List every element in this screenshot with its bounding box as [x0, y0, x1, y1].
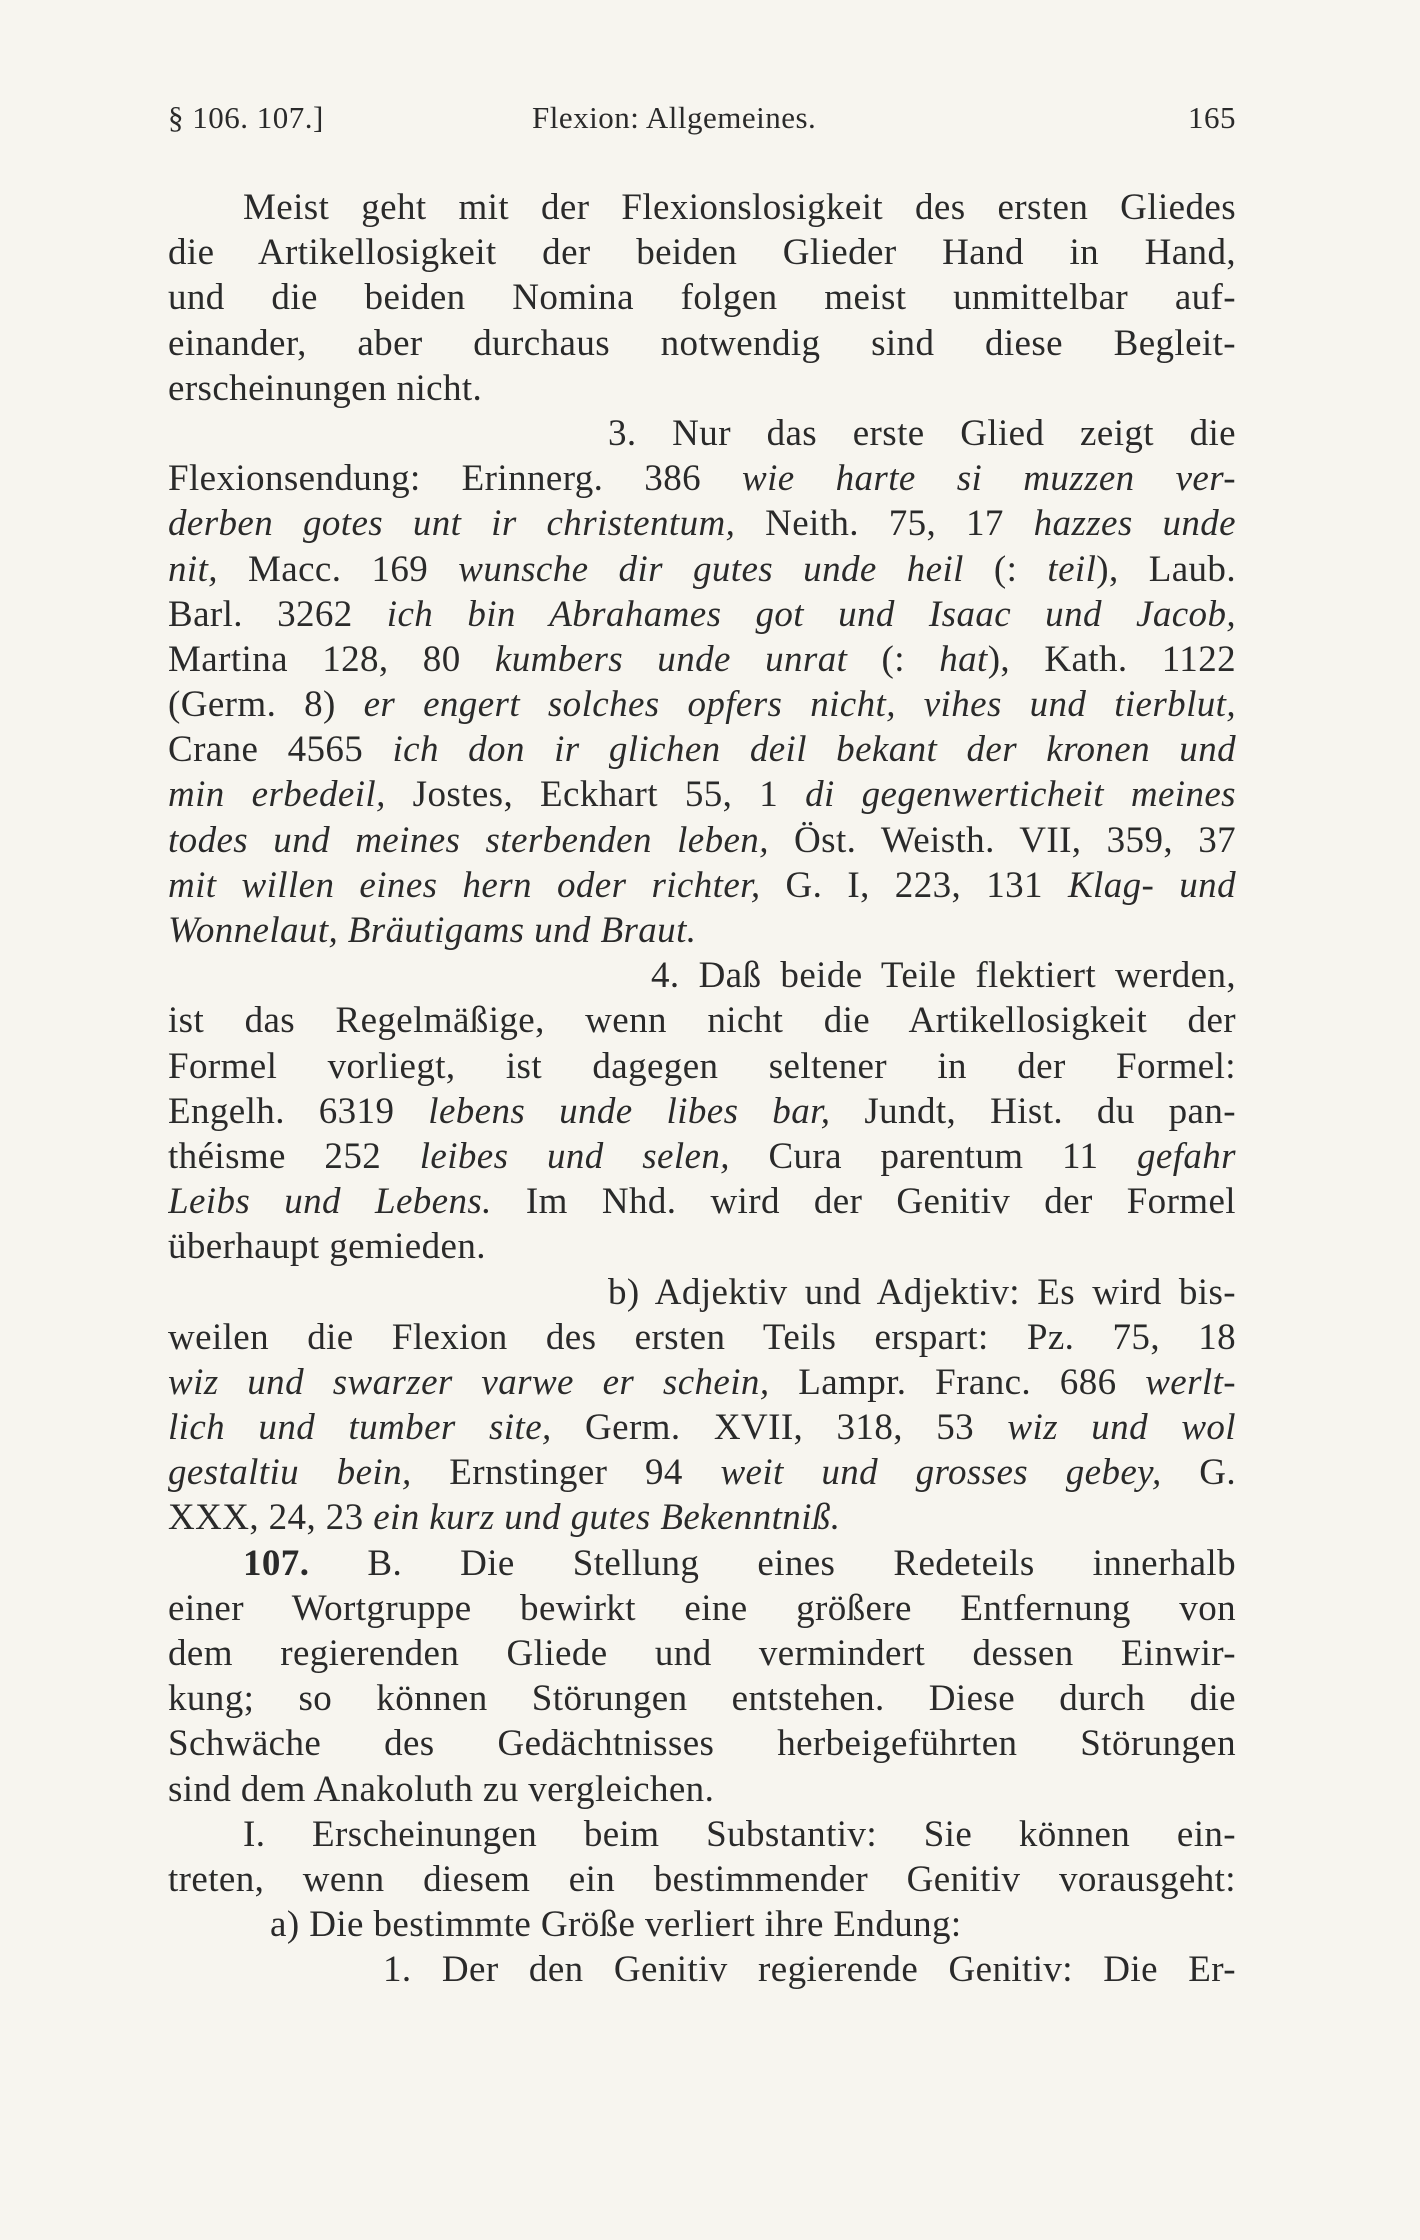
text-span: und die beiden Nomina folgen meist unmittelbar auf- — [168, 277, 1236, 319]
italic-citation: leibes und selen, — [419, 1135, 730, 1177]
italic-citation: hazzes unde — [1033, 503, 1236, 545]
italic-citation: Wonnelaut, Bräutigams und Braut. — [168, 910, 697, 951]
text-line — [168, 1902, 1236, 1947]
text-line — [168, 230, 1236, 275]
header-title: Flexion: Allgemeines. — [532, 100, 817, 135]
text-span: (: — [847, 638, 940, 680]
text-line — [168, 1134, 1236, 1179]
text-span: XXX, 24, 23 — [168, 1497, 374, 1539]
text-line — [168, 321, 1236, 366]
page-number: 165 — [1188, 100, 1236, 135]
text-line — [168, 772, 1236, 817]
italic-citation: wunsche dir gutes unde heil — [458, 548, 964, 590]
text-span: Schwäche des Gedächtnisses herbeigeführten Störungen — [168, 1723, 1236, 1765]
text-line — [168, 1089, 1236, 1134]
text-span: sind dem Anakoluth zu vergleichen. — [168, 1768, 715, 1810]
text-line — [168, 727, 1236, 772]
text-line — [168, 592, 1236, 637]
body-text — [168, 185, 1236, 1993]
text-span: Jundt, Hist. du pan- — [830, 1090, 1236, 1132]
italic-citation: wiz und swarzer varwe er schein, — [168, 1361, 770, 1403]
italic-citation: wie harte si muzzen ver- — [742, 458, 1236, 500]
text-line — [168, 863, 1236, 908]
text-span: 1. Der den Genitiv regierende Genitiv: Die Er- — [383, 1949, 1236, 1991]
italic-citation: lebens unde libes bar, — [428, 1090, 831, 1132]
text-line — [168, 456, 1236, 501]
text-line — [168, 275, 1236, 320]
text-span: Macc. 169 — [217, 548, 459, 590]
italic-citation: werlt- — [1145, 1361, 1236, 1403]
text-line — [168, 1857, 1236, 1902]
text-span: Barl. 3262 — [168, 593, 387, 635]
text-span: Engelh. 6319 — [168, 1090, 429, 1132]
italic-citation: Leibs und Lebens. — [168, 1181, 492, 1223]
text-span: Neith. 75, 17 — [735, 503, 1034, 545]
text-span: treten, wenn diesem ein bestimmender Genitiv vorausgeht: — [168, 1858, 1236, 1900]
text-line — [168, 818, 1236, 863]
text-span: Lampr. Franc. 686 — [769, 1361, 1146, 1403]
text-span: Öst. Weisth. VII, 359, 37 — [768, 819, 1236, 861]
text-span: einer Wortgruppe bewirkt eine größere Entfernung von — [168, 1587, 1236, 1629]
italic-citation: min erbedeil, — [168, 774, 386, 816]
text-span: 4. Daß beide Teile flektiert werden, — [651, 955, 1236, 997]
header-section-ref: § 106. 107.] — [168, 100, 324, 135]
text-span: erscheinungen nicht. — [168, 367, 483, 409]
text-line — [168, 1044, 1236, 1089]
italic-citation: ein kurz und gutes Bekenntniß. — [373, 1497, 841, 1539]
text-line — [168, 1450, 1236, 1495]
text-line — [168, 547, 1236, 592]
italic-citation: derben gotes unt ir christentum, — [168, 503, 736, 545]
text-line — [168, 1360, 1236, 1405]
text-line — [168, 682, 1236, 727]
text-span: Meist geht mit der Flexionslosigkeit des ersten Gliedes — [243, 187, 1236, 228]
text-span: a) Die bestimmte Größe verliert ihre Endung: — [270, 1904, 962, 1946]
text-span: b) Adjektiv und Adjektiv: Es wird bis- — [608, 1271, 1236, 1313]
italic-citation: wiz und wol — [1007, 1407, 1236, 1449]
text-span: Flexionsendung: Erinnerg. 386 — [168, 458, 743, 500]
text-line — [168, 1315, 1236, 1360]
italic-citation: gestaltiu bein, — [168, 1452, 412, 1494]
italic-citation: nit, — [168, 548, 218, 590]
text-span: théisme 252 — [168, 1135, 420, 1177]
italic-citation: ich don ir glichen deil bekant der kronen und — [392, 729, 1236, 771]
text-span: Crane 4565 — [168, 729, 393, 771]
text-span: Germ. XVII, 318, 53 — [551, 1407, 1008, 1449]
text-line — [168, 1812, 1236, 1857]
text-line — [168, 1721, 1236, 1766]
text-line — [168, 1495, 1236, 1540]
italic-citation: Klag- und — [1067, 864, 1236, 906]
text-line — [168, 908, 1236, 953]
text-span: (Germ. 8) — [168, 684, 364, 726]
text-span: kung; so können Störungen entstehen. Diese durch die — [168, 1678, 1236, 1720]
italic-citation: teil — [1047, 548, 1097, 590]
text-line — [168, 1270, 1236, 1315]
text-span: 3. Nur das erste Glied zeigt die — [608, 412, 1236, 454]
text-line — [168, 1631, 1236, 1676]
text-line — [168, 1224, 1236, 1269]
text-line — [168, 998, 1236, 1043]
text-span: dem regierenden Gliede und vermindert dessen Einwir- — [168, 1633, 1236, 1674]
text-span: überhaupt gemieden. — [168, 1226, 486, 1268]
italic-citation: di gegenwerticheit meines — [805, 774, 1236, 816]
text-span: Ernstinger 94 — [411, 1452, 721, 1494]
text-line — [168, 637, 1236, 682]
text-line — [168, 411, 1236, 456]
italic-citation: hat — [939, 638, 988, 680]
text-span: Formel vorliegt, ist dagegen seltener in der Formel: — [168, 1045, 1236, 1087]
text-line — [168, 366, 1236, 411]
text-span: B. Die Stellung eines Redeteils innerhalb — [309, 1542, 1236, 1584]
text-span: Martina 128, 80 — [168, 638, 495, 680]
running-header — [168, 100, 1236, 150]
italic-citation: lich und tumber site, — [168, 1407, 552, 1449]
section-number: 107. — [243, 1542, 310, 1584]
text-line — [168, 185, 1236, 230]
text-span: G. — [1161, 1452, 1236, 1494]
text-line — [168, 953, 1236, 998]
italic-citation: todes und meines sterbenden leben, — [168, 819, 769, 861]
text-span: ist das Regelmäßige, wenn nicht die Artikellosigkeit der — [168, 1000, 1236, 1042]
text-line — [168, 1541, 1236, 1586]
italic-citation: gefahr — [1136, 1135, 1236, 1177]
italic-citation: ich bin Abrahames got und Isaac und Jacob, — [386, 593, 1236, 635]
text-span: G. I, 223, 131 — [760, 864, 1068, 906]
text-line — [168, 1947, 1236, 1992]
text-line — [168, 501, 1236, 546]
italic-citation: kumbers unde unrat — [494, 638, 848, 680]
text-span: (: — [963, 548, 1048, 590]
text-span: ), Laub. — [1096, 548, 1236, 590]
italic-citation: weit und grosses gebey, — [720, 1452, 1162, 1494]
text-span: Cura parentum 11 — [729, 1135, 1137, 1177]
text-span: weilen die Flexion des ersten Teils erspart: Pz. 75, 18 — [168, 1316, 1236, 1358]
text-span: ), Kath. 1122 — [987, 638, 1236, 680]
text-span: I. Erscheinungen beim Substantiv: Sie können ein- — [243, 1813, 1236, 1855]
italic-citation: er engert solches opfers nicht, vihes und tierblut, — [363, 684, 1236, 726]
text-line — [168, 1767, 1236, 1812]
text-line — [168, 1405, 1236, 1450]
italic-citation: mit willen eines hern oder richter, — [168, 864, 761, 906]
text-line — [168, 1676, 1236, 1721]
text-span: einander, aber durchaus notwendig sind diese Begleit- — [168, 322, 1236, 364]
text-line — [168, 1586, 1236, 1631]
text-span: die Artikellosigkeit der beiden Glieder Hand in Hand, — [168, 232, 1236, 274]
text-line — [168, 1179, 1236, 1224]
text-span: Im Nhd. wird der Genitiv der Formel — [491, 1181, 1236, 1223]
text-span: Jostes, Eckhart 55, 1 — [385, 774, 806, 816]
